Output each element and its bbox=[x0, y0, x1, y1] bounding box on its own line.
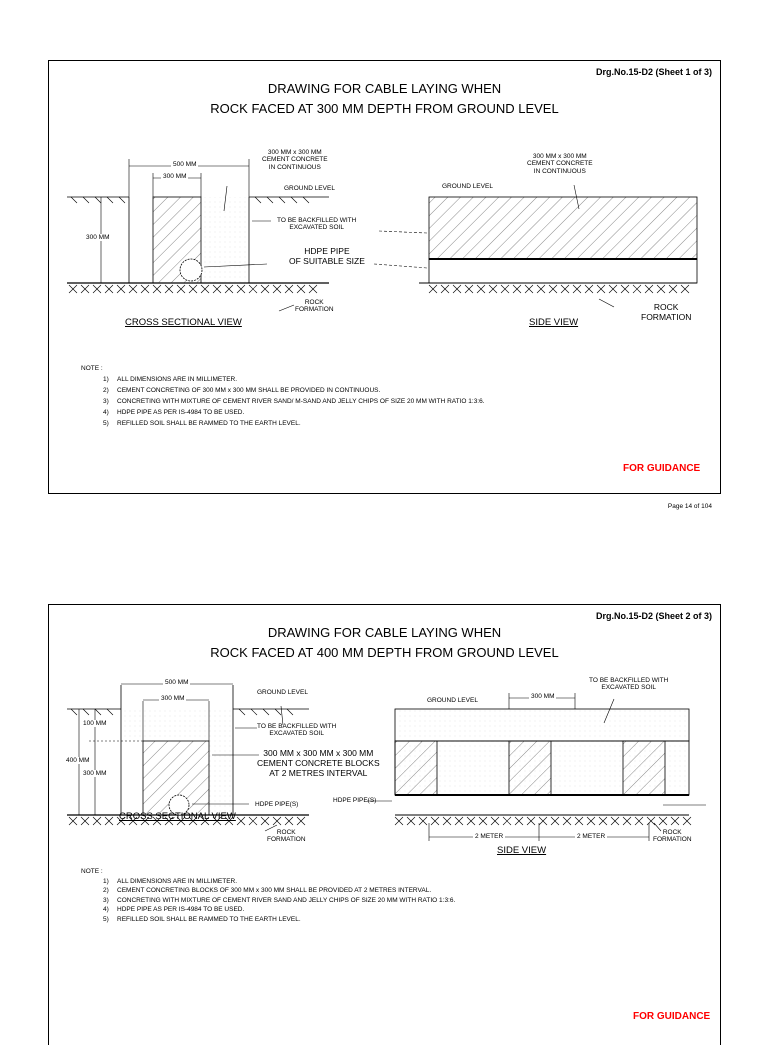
note-number: 5) bbox=[103, 915, 109, 923]
drawing-number: Drg.No.15-D2 (Sheet 2 of 3) bbox=[595, 611, 712, 621]
ground-level-label-right: GROUND LEVEL bbox=[442, 183, 493, 190]
dimension-500mm: 500 MM bbox=[173, 161, 197, 168]
dimension-300mm-depth: 300 MM bbox=[86, 234, 110, 241]
dimension-400mm: 400 MM bbox=[66, 757, 90, 764]
note-text: REFILLED SOIL SHALL BE RAMMED TO THE EARTH LEVEL. bbox=[117, 420, 301, 427]
note-item bbox=[81, 396, 485, 407]
rock-formation-pattern bbox=[395, 817, 691, 825]
note-text: HDPE PIPE AS PER IS-4984 TO BE USED. bbox=[117, 906, 245, 913]
hdpe-pipe-label-left: HDPE PIPE(S) bbox=[255, 801, 299, 808]
rock-formation-label-right: ROCK FORMATION bbox=[641, 302, 692, 322]
dimension-300mm-width: 300 MM bbox=[163, 173, 187, 180]
side-view-caption: SIDE VIEW bbox=[529, 317, 579, 328]
cross-sectional-view-caption: CROSS SECTIONAL VIEW bbox=[119, 811, 236, 822]
ground-level-label-left: GROUND LEVEL bbox=[257, 689, 308, 696]
note-text: ALL DIMENSIONS ARE IN MILLIMETER. bbox=[117, 376, 238, 383]
drawing-sheet-1 bbox=[48, 60, 721, 494]
note-item bbox=[81, 418, 485, 429]
notes-heading: NOTE : bbox=[81, 868, 103, 875]
note-number: 4) bbox=[103, 409, 109, 416]
note-item bbox=[81, 896, 455, 906]
rock-formation-label-right: ROCK FORMATION bbox=[653, 829, 692, 844]
rock-formation-label-left: ROCK FORMATION bbox=[295, 299, 334, 314]
note-text: ALL DIMENSIONS ARE IN MILLIMETER. bbox=[117, 877, 238, 885]
notes-heading: NOTE : bbox=[81, 365, 103, 372]
dimension-300mm-depth: 300 MM bbox=[83, 770, 107, 777]
side-view-caption: SIDE VIEW bbox=[497, 845, 547, 856]
note-text: CONCRETING WITH MIXTURE OF CEMENT RIVER SAND/ M-SAND AND JELLY CHIPS OF SIZE 20 MM WITH RATIO 1:3:6. bbox=[117, 398, 485, 405]
concrete-label: 300 MM x 300 MM CEMENT CONCRETE IN CONTINUOUS bbox=[262, 149, 328, 171]
for-guidance-stamp: FOR GUIDANCE bbox=[623, 463, 701, 474]
cross-sectional-view-caption: CROSS SECTIONAL VIEW bbox=[125, 317, 242, 328]
hdpe-pipe-label: HDPE PIPE OF SUITABLE SIZE bbox=[289, 246, 365, 266]
drawing-sheet-2 bbox=[48, 604, 721, 1045]
concrete-blocks-label: 300 MM x 300 MM x 300 MM CEMENT CONCRETE BLOCKS AT 2 METRES INTERVAL bbox=[257, 748, 380, 778]
rock-formation-pattern bbox=[69, 285, 317, 293]
rock-formation-label-left: ROCK FORMATION bbox=[267, 829, 306, 844]
note-item bbox=[81, 374, 485, 385]
hdpe-pipe-label-right: HDPE PIPE(S) bbox=[333, 797, 377, 804]
note-number: 1) bbox=[103, 376, 109, 383]
notes-block bbox=[81, 867, 455, 924]
note-text: CEMENT CONCRETING OF 300 MM x 300 MM SHALL BE PROVIDED IN CONTINUOUS. bbox=[117, 387, 381, 394]
note-item bbox=[81, 407, 485, 418]
dimension-300mm-side: 300 MM bbox=[531, 693, 555, 700]
note-number: 3) bbox=[103, 896, 109, 904]
note-text: CEMENT CONCRETING BLOCKS OF 300 MM x 300 MM SHALL BE PROVIDED AT 2 METRES INTERVAL. bbox=[117, 887, 432, 894]
ground-level-label-right: GROUND LEVEL bbox=[427, 697, 478, 704]
note-number: 4) bbox=[103, 906, 109, 913]
drawing-title-line2: ROCK FACED AT 300 MM DEPTH FROM GROUND LEVEL bbox=[210, 101, 559, 116]
note-item bbox=[81, 385, 485, 396]
note-text: CONCRETING WITH MIXTURE OF CEMENT RIVER SAND AND JELLY CHIPS OF SIZE 20 MM WITH RATIO 1:3:6. bbox=[117, 896, 456, 904]
note-number: 2) bbox=[103, 887, 109, 894]
backfill-label: TO BE BACKFILLED WITH EXCAVATED SOIL bbox=[257, 723, 337, 738]
note-item bbox=[81, 877, 455, 887]
concrete-label-side: 300 MM x 300 MM CEMENT CONCRETE IN CONTINUOUS bbox=[527, 153, 593, 175]
drawing-title-line1: DRAWING FOR CABLE LAYING WHEN bbox=[267, 81, 502, 96]
rock-formation-pattern bbox=[429, 285, 689, 293]
dimension-500mm: 500 MM bbox=[165, 679, 189, 686]
dimension-2-meter-2: 2 METER bbox=[577, 833, 606, 840]
note-number: 3) bbox=[103, 398, 109, 405]
backfill-label: TO BE BACKFILLED WITH EXCAVATED SOIL bbox=[277, 217, 357, 232]
note-number: 2) bbox=[103, 387, 109, 394]
notes-list bbox=[81, 374, 485, 429]
drawing-title-line1: DRAWING FOR CABLE LAYING WHEN bbox=[267, 625, 502, 640]
note-number: 1) bbox=[103, 877, 109, 885]
for-guidance-stamp: FOR GUIDANCE bbox=[633, 1011, 711, 1022]
dimension-100mm: 100 MM bbox=[83, 720, 107, 727]
dimension-2-meter-1: 2 METER bbox=[475, 833, 504, 840]
drawing-number: Drg.No.15-D2 (Sheet 1 of 3) bbox=[595, 67, 712, 77]
drawing-title-line2: ROCK FACED AT 400 MM DEPTH FROM GROUND LEVEL bbox=[210, 645, 559, 660]
notes-list bbox=[81, 877, 455, 925]
notes-block bbox=[81, 363, 485, 429]
dimension-300mm-width: 300 MM bbox=[161, 695, 185, 702]
note-text: REFILLED SOIL SHALL BE RAMMED TO THE EARTH LEVEL. bbox=[117, 915, 301, 923]
note-text: HDPE PIPE AS PER IS-4984 TO BE USED. bbox=[117, 409, 245, 416]
sheet2-drawing bbox=[49, 605, 720, 1045]
note-item bbox=[81, 915, 455, 925]
note-number: 5) bbox=[103, 420, 109, 427]
ground-level-label-left: GROUND LEVEL bbox=[284, 185, 335, 192]
note-item bbox=[81, 905, 455, 915]
backfill-label-side: TO BE BACKFILLED WITH EXCAVATED SOIL bbox=[589, 677, 669, 692]
note-item bbox=[81, 886, 455, 896]
page-number: Page 14 of 104 bbox=[667, 503, 712, 510]
